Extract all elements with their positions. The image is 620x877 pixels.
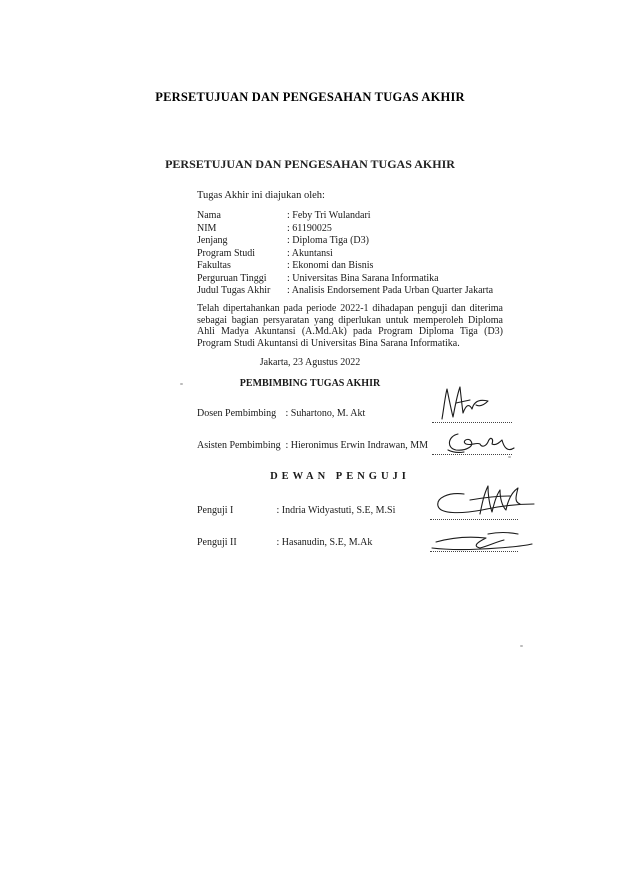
info-label: Program Studi <box>197 247 256 259</box>
dosen-pembimbing-row <box>197 408 365 419</box>
approval-paragraph: Telah dipertahankan pada periode 2022-1 dihadapan penguji dan diterima sebagai bagian persyaratan yang diperlukan untuk memperoleh Diploma Ahli Madya Akuntansi (A.Md.Ak) pada Program Diploma Tiga (D3) Program Studi Akuntansi di Universitas Bina Sarana Informatika. <box>197 303 503 349</box>
place-date: Jakarta, 23 Agustus 2022 <box>259 357 361 368</box>
info-row <box>197 235 493 248</box>
scan-speck <box>180 383 183 385</box>
info-row <box>197 210 493 223</box>
signature-drawing <box>430 482 540 522</box>
info-row <box>197 260 493 273</box>
penguji-1-row <box>197 505 395 516</box>
info-label: Nama <box>197 210 221 221</box>
info-row <box>197 223 493 236</box>
signer-name: : Suhartono, M. Akt <box>285 408 366 419</box>
penguji-2-row <box>197 537 372 548</box>
signature-drawing <box>436 383 496 423</box>
info-value: : Feby Tri Wulandari <box>287 210 371 221</box>
info-value: : Ekonomi dan Bisnis <box>287 260 374 271</box>
intro-text: Tugas Akhir ini diajukan oleh: <box>197 190 325 201</box>
document-title: PERSETUJUAN DAN PENGESAHAN TUGAS AKHIR <box>165 157 455 171</box>
ink-dot <box>508 456 511 458</box>
signer-label: Penguji I <box>197 505 234 516</box>
info-label: NIM <box>197 222 217 234</box>
info-value: : Analisis Endorsement Pada Urban Quarter Jakarta <box>287 285 494 296</box>
asisten-pembimbing-row <box>197 440 428 451</box>
info-value: : Universitas Bina Sarana Informatika <box>287 272 439 284</box>
signer-label: Penguji II <box>197 537 237 548</box>
page-heading: PERSETUJUAN DAN PENGESAHAN TUGAS AKHIR <box>155 90 465 104</box>
pembimbing-heading: PEMBIMBING TUGAS AKHIR <box>239 378 381 389</box>
info-label: Judul Tugas Akhir <box>197 285 271 296</box>
student-info-table <box>197 210 493 298</box>
signer-label: Dosen Pembimbing <box>197 408 277 419</box>
signer-label: Asisten Pembimbing <box>197 440 281 451</box>
info-label: Jenjang <box>197 235 228 246</box>
info-value: : Diploma Tiga (D3) <box>287 235 369 246</box>
signature-drawing <box>428 526 538 556</box>
info-row <box>197 248 493 261</box>
info-label: Perguruan Tinggi <box>197 272 267 284</box>
scan-speck <box>520 645 523 647</box>
info-value: : Akuntansi <box>287 247 333 259</box>
penguji-heading: DEWAN PENGUJI <box>270 471 410 482</box>
info-row <box>197 285 493 298</box>
signature-drawing <box>440 428 520 458</box>
signer-name: : Indria Widyastuti, S.E, M.Si <box>276 505 396 516</box>
signer-name: : Hieronimus Erwin Indrawan, MM <box>285 440 428 451</box>
info-row <box>197 273 493 286</box>
info-value: : 61190025 <box>287 222 332 234</box>
signer-name: : Hasanudin, S.E, M.Ak <box>276 537 373 548</box>
info-label: Fakultas <box>197 260 231 271</box>
